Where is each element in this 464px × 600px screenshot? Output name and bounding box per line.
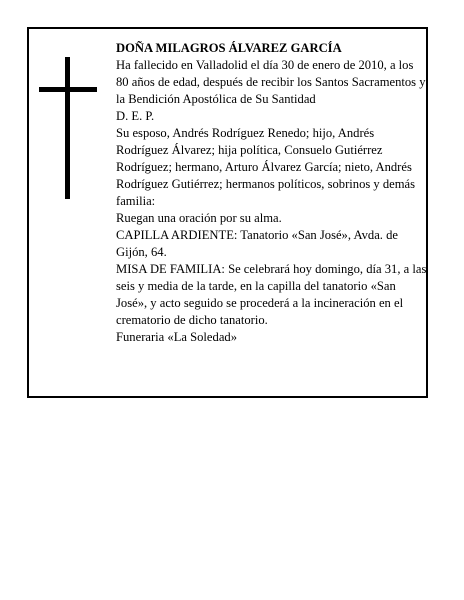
dep-line: D. E. P.: [116, 109, 155, 123]
prayer-request: Ruegan una oración por su alma.: [116, 211, 282, 225]
deceased-name: DOÑA MILAGROS ÁLVAREZ GARCÍA: [116, 41, 342, 55]
cross-horizontal-bar: [39, 87, 97, 92]
notice-body: [116, 40, 428, 346]
cross-icon: [39, 57, 97, 199]
family-list: Su esposo, Andrés Rodríguez Renedo; hijo, Andrés Rodríguez Álvarez; hija política, Consuelo Gutiérrez Rodríguez; hermano, Arturo Álvarez García; nieto, Andrés Rodríguez Gutiérrez; hermanos políticos, sobrinos y demás familia:: [116, 126, 416, 208]
mass-info: MISA DE FAMILIA: Se celebrará hoy domingo, día 31, a las seis y media de la tarde, en la capilla del tanatorio «San José», y acto seguido se procederá a la incineración en el crematorio de dicho tanatorio.: [116, 262, 427, 327]
death-announcement: Ha fallecido en Valladolid el día 30 de enero de 2010, a los 80 años de edad, después de recibir los Santos Sacramentos y la Bendición Apostólica de Su Santidad: [116, 58, 426, 106]
obituary-notice: [27, 27, 428, 398]
funeral-home: Funeraria «La Soledad»: [116, 330, 237, 344]
chapel-info: CAPILLA ARDIENTE: Tanatorio «San José», Avda. de Gijón, 64.: [116, 228, 398, 259]
cross-vertical-bar: [65, 57, 70, 199]
